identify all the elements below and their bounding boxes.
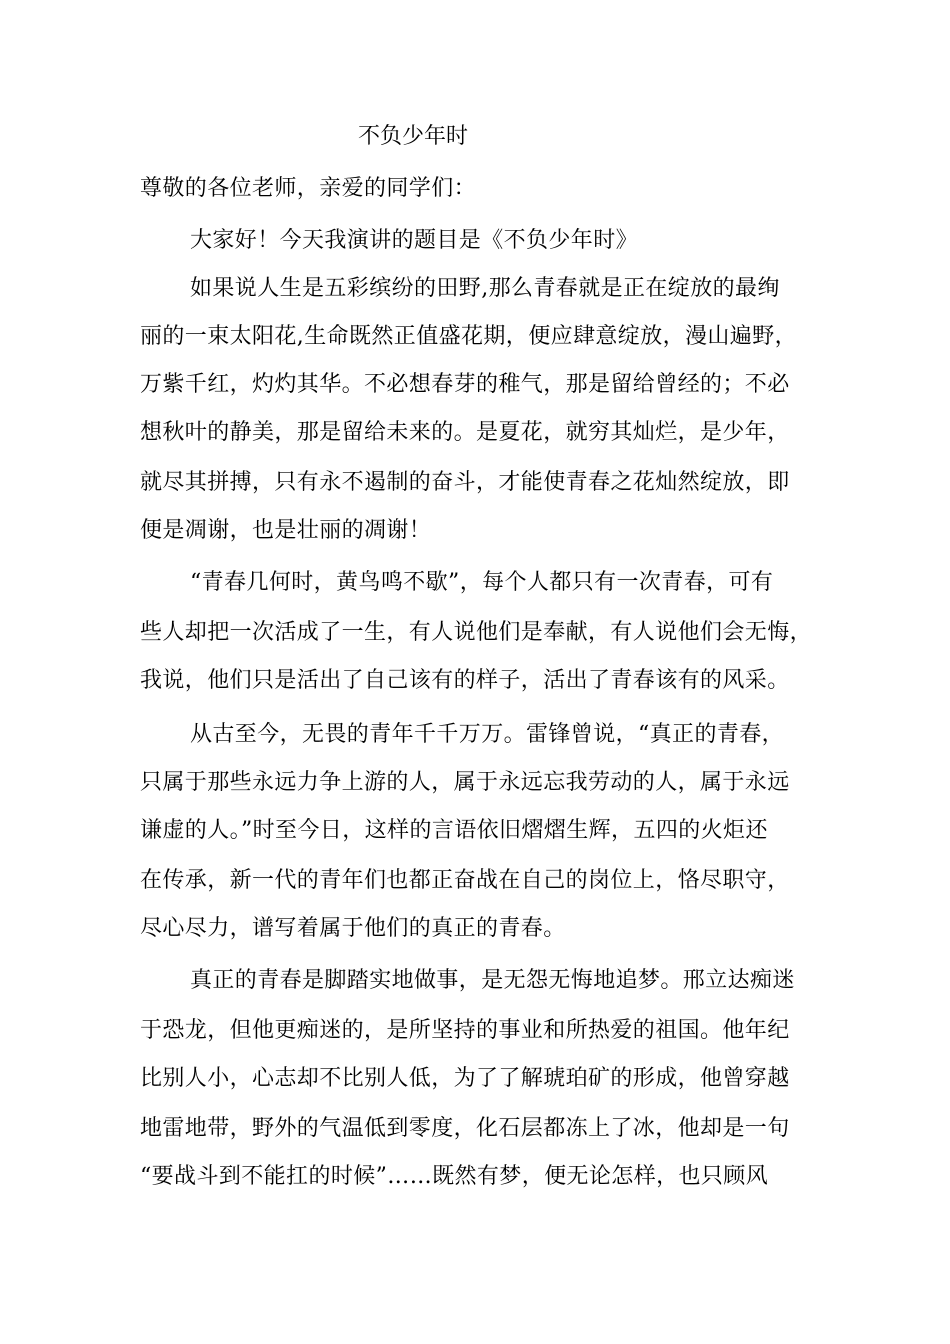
paragraph-1-line-6: 便是凋谢，也是壮丽的凋谢！ (140, 518, 432, 543)
paragraph-2-line-2: 些人却把一次活成了一生，有人说他们是奉献，有人说他们会无悔， (140, 620, 813, 645)
paragraph-3-line-4: 在传承，新一代的青年们也都正奋战在自己的岗位上，恪尽职守， (140, 868, 790, 893)
paragraph-3-line-5: 尽心尽力，谱写着属于他们的真正的青春。 (140, 916, 566, 941)
paragraph-3-line-3: 谦虚的人。”时至今日，这样的言语依旧熠熠生辉，五四的火炬还 (140, 818, 768, 843)
paragraph-4-line-3: 比别人小，心志却不比别人低，为了了解琥珀矿的形成，他曾穿越 (140, 1066, 790, 1091)
paragraph-1-line-2: 丽的一束太阳花,生命既然正值盛花期，便应肆意绽放，漫山遍野， (140, 324, 797, 349)
paragraph-1-line-3: 万紫千红，灼灼其华。不必想春芽的稚气，那是留给曾经的；不必 (140, 372, 790, 397)
paragraph-1-line-4: 想秋叶的静美，那是留给未来的。是夏花，就穷其灿烂，是少年， (140, 420, 790, 445)
paragraph-1-line-5: 就尽其拼搏，只有永不遏制的奋斗，才能使青春之花灿然绽放，即 (140, 470, 790, 495)
paragraph-2-line-1: “青春几何时，黄鸟鸣不歇”，每个人都只有一次青春，可有 (190, 570, 774, 595)
paragraph-3-line-1: 从古至今，无畏的青年千千万万。雷锋曾说，“真正的青春， (190, 722, 785, 747)
paragraph-4-line-5: “要战斗到不能扛的时候”……既然有梦，便无论怎样，也只顾风 (140, 1164, 769, 1189)
paragraph-3-line-2: 只属于那些永远力争上游的人，属于永远忘我劳动的人，属于永远 (140, 770, 790, 795)
paragraph-4-line-1: 真正的青春是脚踏实地做事，是无怨无悔地追梦。邢立达痴迷 (190, 968, 795, 993)
document-title: 不负少年时 (358, 124, 469, 149)
paragraph-4-line-2: 于恐龙，但他更痴迷的，是所坚持的事业和所热爱的祖国。他年纪 (140, 1018, 790, 1043)
greeting-line: 大家好！今天我演讲的题目是《不负少年时》 (190, 228, 639, 253)
paragraph-2-line-3: 我说，他们只是活出了自己该有的样子，活出了青春该有的风采。 (140, 668, 790, 693)
paragraph-1-line-1: 如果说人生是五彩缤纷的田野,那么青春就是正在绽放的最绚 (190, 276, 780, 301)
paragraph-4-line-4: 地雷地带，野外的气温低到零度，化石层都冻上了冰，他却是一句 (140, 1116, 790, 1141)
salutation-line: 尊敬的各位老师，亲爱的同学们： (140, 176, 477, 201)
